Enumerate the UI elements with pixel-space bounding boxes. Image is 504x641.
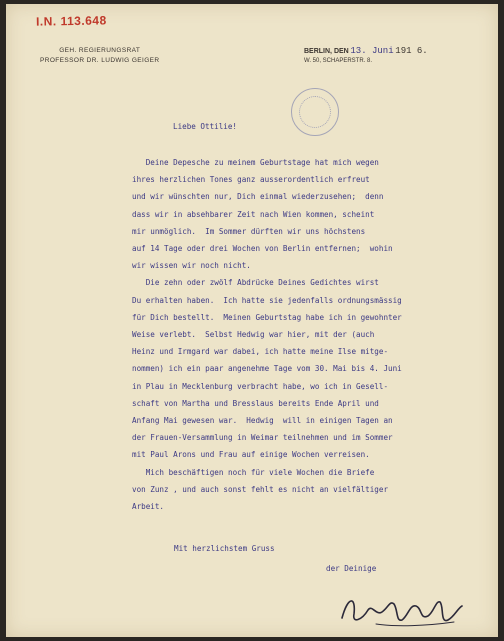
letterhead-city: BERLIN, DEN xyxy=(304,48,349,55)
salutation: Liebe Ottilie! xyxy=(173,122,238,131)
letter-line: Du erhalten haben. Ich hatte sie jedenfalls ordnungsmässig xyxy=(132,295,402,305)
letterhead-year: 191 6. xyxy=(395,46,428,56)
letterhead-title: GEH. REGIERUNGSRAT xyxy=(59,47,141,54)
letterhead-name: PROFESSOR DR. LUDWIG GEIGER xyxy=(40,57,160,64)
handwritten-signature xyxy=(336,590,466,630)
letter-line: Deine Depesche zu meinem Geburtstage hat mich wegen xyxy=(132,158,379,167)
letter-page xyxy=(6,4,498,637)
handwritten-date: 13. Juni xyxy=(350,46,394,56)
letter-body xyxy=(132,154,482,515)
letterhead-sender xyxy=(40,46,160,66)
letter-line: von Zunz , und auch sonst fehlt es nicht an vielfältiger xyxy=(132,484,389,494)
letter-line: Die zehn oder zwölf Abdrücke Deines Gedichtes wirst xyxy=(132,278,379,288)
letterhead-place-date xyxy=(304,47,428,66)
letter-line: und wir wünschten nur, Dich einmal wiederzusehen; denn xyxy=(132,192,384,202)
sign-off: der Deinige xyxy=(326,564,377,573)
letter-line: Arbeit. xyxy=(132,502,165,512)
letter-line: Mich beschäftigen noch für viele Wochen die Briefe xyxy=(132,467,375,477)
letter-line: Weise verlebt. Selbst Hedwig war hier, mit der (auch xyxy=(132,330,375,340)
letterhead-address: W. 50, SCHAPERSTR. 8. xyxy=(304,58,373,64)
letter-line: dass wir in absehbarer Zeit nach Wien kommen, scheint xyxy=(132,209,375,219)
letter-line: in Plau in Mecklenburg verbracht habe, wo ich in Gesell- xyxy=(132,381,389,391)
letter-line: auf 14 Tage oder drei Wochen von Berlin entfernen; wohin xyxy=(132,244,393,254)
letter-line: wir wissen wir noch nicht. xyxy=(132,261,251,271)
archive-mark: I.N. 113.648 xyxy=(35,13,107,29)
letter-line: nommen) ich ein paar angenehme Tage vom 30. Mai bis 4. Juni xyxy=(132,364,402,374)
letter-line: der Frauen-Versammlung in Weimar teilnehmen und im Sommer xyxy=(132,433,393,443)
letter-line: ihres herzlichen Tones ganz ausserordentlich erfreut xyxy=(132,175,370,185)
closing: Mit herzlichstem Gruss xyxy=(174,544,275,553)
letter-line: Anfang Mai gewesen war. Hedwig will in einigen Tagen an xyxy=(132,416,393,426)
letter-line: schaft von Martha und Bresslaus bereits Ende April und xyxy=(132,398,379,408)
letter-line: mir unmöglich. Im Sommer dürften wir uns höchstens xyxy=(132,226,366,236)
letter-line: Heinz und Irmgard war dabei, ich hatte meine Ilse mitge- xyxy=(132,347,389,357)
archive-stamp xyxy=(291,88,339,136)
letter-line: für Dich bestellt. Meinen Geburtstag habe ich in gewohnter xyxy=(132,312,402,322)
letter-line: mit Paul Arons und Frau auf einige Wochen verreisen. xyxy=(132,450,370,460)
